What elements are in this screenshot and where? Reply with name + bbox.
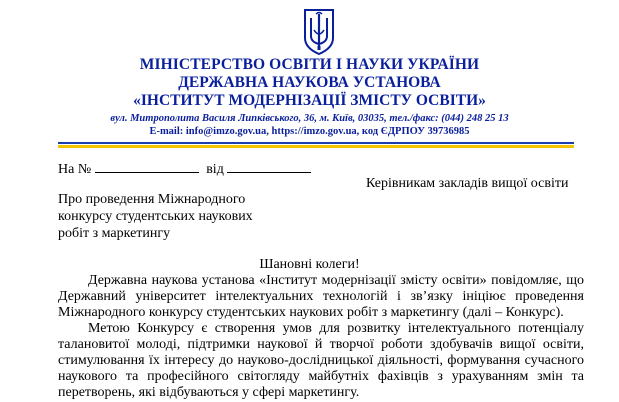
subject-line: робіт з маркетингу	[58, 226, 171, 241]
reference-number-blank	[95, 160, 199, 173]
coat-of-arms-icon	[302, 8, 336, 56]
paragraph-line: Державна наукова установа «Інститут модернізації змісту освіти» повідомляє, що	[88, 273, 584, 288]
greeting: Шановні колеги!	[259, 257, 360, 272]
ministry-name: МІНІСТЕРСТВО ОСВІТИ І НАУКИ УКРАЇНИ	[139, 56, 480, 73]
institution-name: ДЕРЖАВНА НАУКОВА УСТАНОВА	[178, 74, 441, 91]
paragraph-line: талановитої молоді, підтримки наукової й творчої роботи здобувачів вищої освіти,	[58, 337, 584, 352]
header-rule-yellow	[58, 145, 574, 148]
subject-line: Про проведення Міжнародного	[58, 192, 246, 207]
reference-number-label: На №	[58, 162, 92, 177]
institute-name: «ІНСТИТУТ МОДЕРНІЗАЦІЇ ЗМІСТУ ОСВІТИ»	[133, 92, 486, 109]
subject-line: конкурсу студентських наукових	[58, 209, 253, 224]
paragraph-line: Метою Конкурсу є створення умов для розвитку інтелектуального потенціалу	[88, 321, 584, 336]
address-line: вул. Митрополита Василя Липківського, 36, м. Київ, 03035, тел./факс: (044) 248 25 13	[110, 113, 509, 124]
paragraph-line: Державний університет інтелектуальних технологій і зв’язку ініціює проведення	[58, 289, 584, 304]
paragraph-line: перетворень, які відбуваються у сфері маркетингу.	[58, 385, 360, 400]
reference-line	[58, 160, 311, 178]
contacts-line: E-mail: info@imzo.gov.ua, https://imzo.gov.ua, код ЄДРПОУ 39736985	[149, 126, 470, 137]
paragraph-line: наукового та професійного світогляду майбутніх фахівців з урахуванням змін та	[58, 369, 584, 384]
paragraph-line: стимулювання їх інтересу до науково-дослідницької діяльності, формування сучасного	[58, 353, 584, 368]
paragraph-line: Міжнародного конкурсу студентських наукових робіт з маркетингу (далі – Конкурс).	[58, 305, 564, 320]
reference-date-blank	[227, 160, 311, 173]
reference-date-label: від	[206, 162, 224, 177]
header-rule-blue	[58, 142, 574, 144]
addressee: Керівникам закладів вищої освіти	[366, 176, 569, 191]
